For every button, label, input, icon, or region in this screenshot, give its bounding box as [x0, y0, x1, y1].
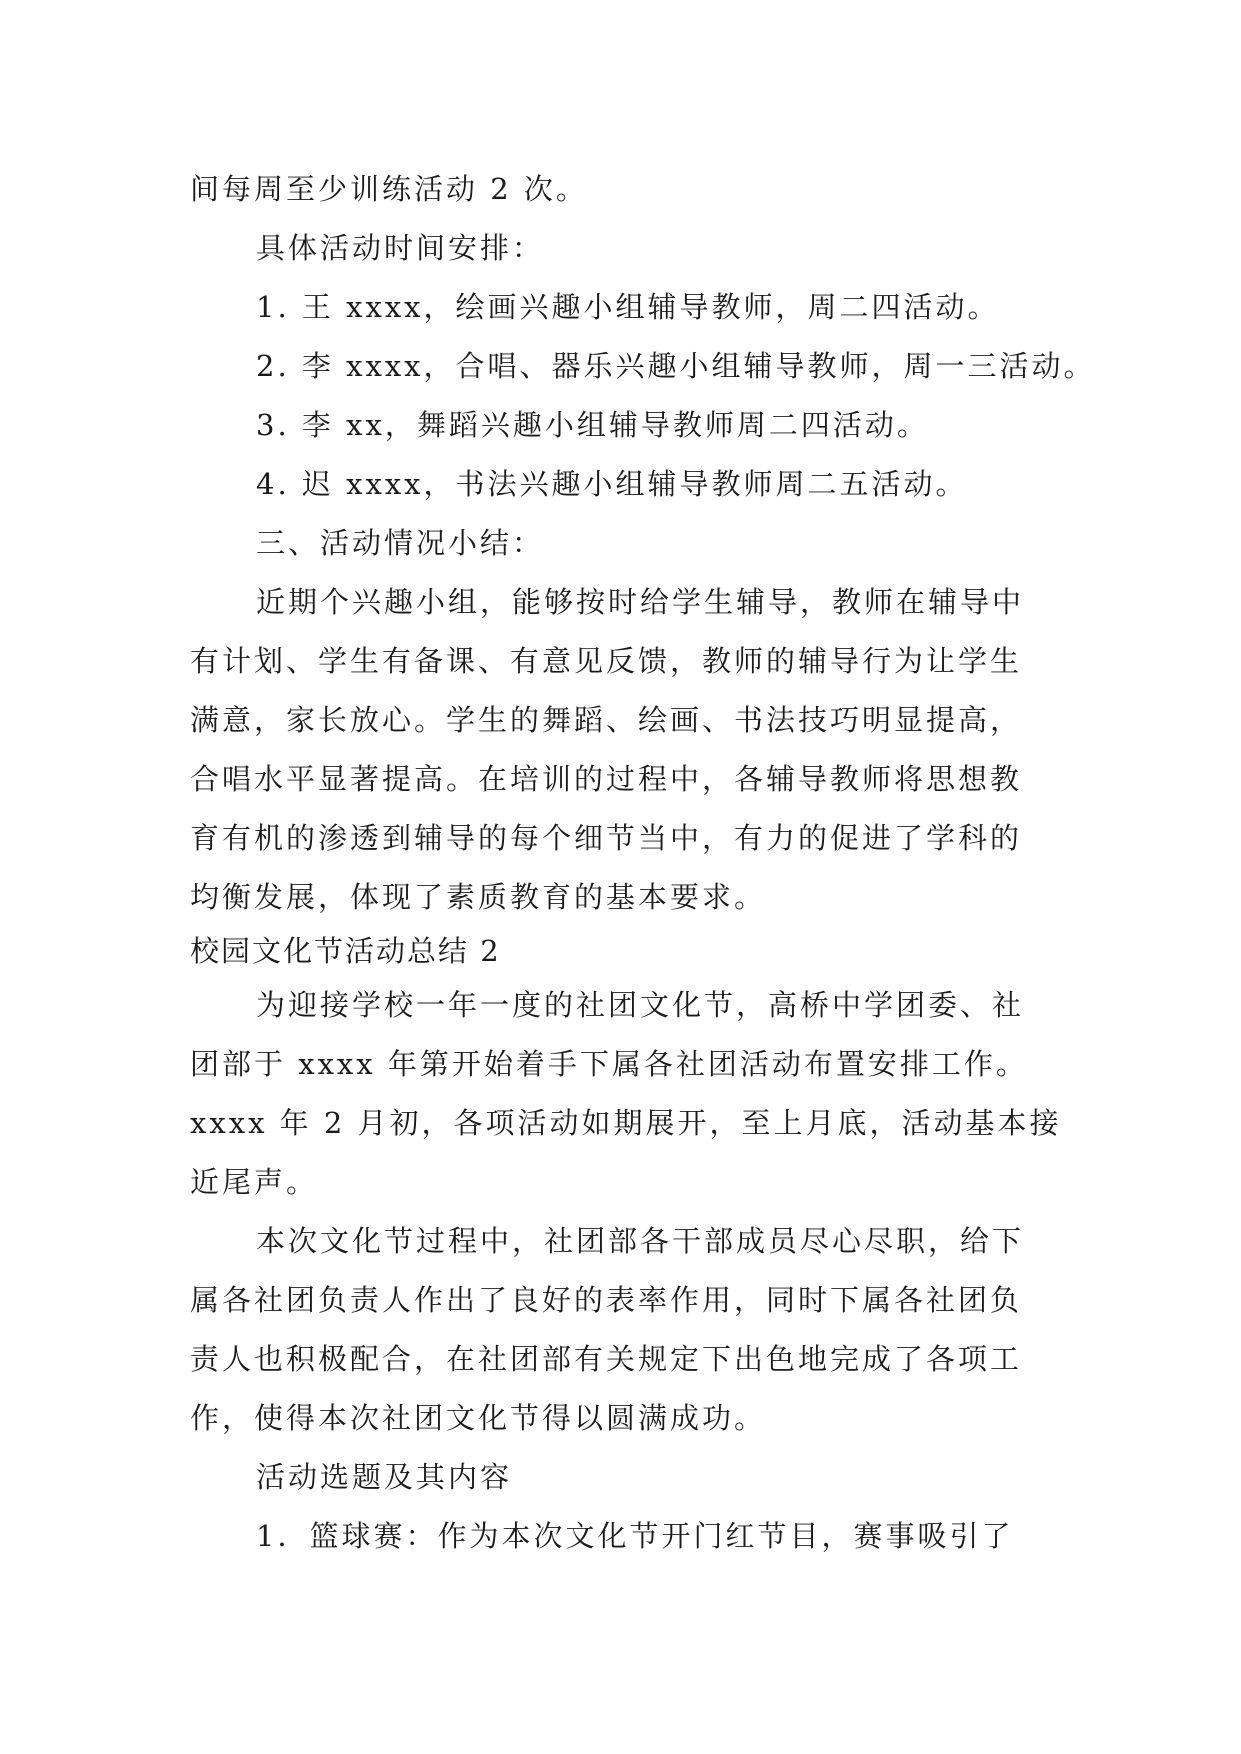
paragraph-line: 团部于 xxxx 年第开始着手下属各社团活动布置安排工作。	[190, 1047, 1028, 1081]
list-item: 3. 李 xx，舞蹈兴趣小组辅导教师周二四活动。	[256, 408, 929, 442]
paragraph-line: 责人也积极配合，在社团部有关规定下出色地完成了各项工	[190, 1342, 1023, 1376]
paragraph-line: 属各社团负责人作出了良好的表率作用，同时下属各社团负	[190, 1283, 1023, 1317]
list-item: 4. 迟 xxxx，书法兴趣小组辅导教师周二五活动。	[256, 467, 968, 501]
paragraph-line: 合唱水平显著提高。在培训的过程中，各辅导教师将思想教	[190, 762, 1023, 796]
paragraph-line: 具体活动时间安排：	[256, 231, 545, 265]
subheading: 活动选题及其内容	[256, 1460, 513, 1494]
paragraph-line: 为迎接学校一年一度的社团文化节，高桥中学团委、社	[256, 988, 1025, 1022]
subheading: 三、活动情况小结：	[256, 526, 545, 560]
paragraph-line: 作，使得本次社团文化节得以圆满成功。	[190, 1401, 767, 1435]
paragraph-line: 满意，家长放心。学生的舞蹈、绘画、书法技巧明显提高，	[190, 703, 1023, 737]
paragraph-line: 近尾声。	[190, 1165, 319, 1199]
paragraph-line: 近期个兴趣小组，能够按时给学生辅导，教师在辅导中	[256, 585, 1025, 619]
list-item: 1. 王 xxxx，绘画兴趣小组辅导教师，周二四活动。	[256, 290, 1000, 324]
list-item: 2. 李 xxxx，合唱、器乐兴趣小组辅导教师，周一三活动。	[256, 349, 1096, 383]
paragraph-line: 本次文化节过程中，社团部各干部成员尽心尽职，给下	[256, 1224, 1025, 1258]
paragraph-line: 均衡发展，体现了素质教育的基本要求。	[190, 880, 767, 914]
paragraph-line: xxxx 年 2 月初，各项活动如期展开，至上月底，活动基本接	[190, 1106, 1062, 1140]
paragraph-line: 有计划、学生有备课、有意见反馈，教师的辅导行为让学生	[190, 644, 1023, 678]
section-title: 校园文化节活动总结 2	[190, 934, 501, 968]
document-body	[190, 160, 1096, 1566]
list-item: 1．篮球赛：作为本次文化节开门红节目，赛事吸引了	[256, 1519, 1014, 1553]
paragraph-line: 育有机的渗透到辅导的每个细节当中，有力的促进了学科的	[190, 821, 1023, 855]
paragraph-line: 间每周至少训练活动 2 次。	[190, 172, 588, 206]
